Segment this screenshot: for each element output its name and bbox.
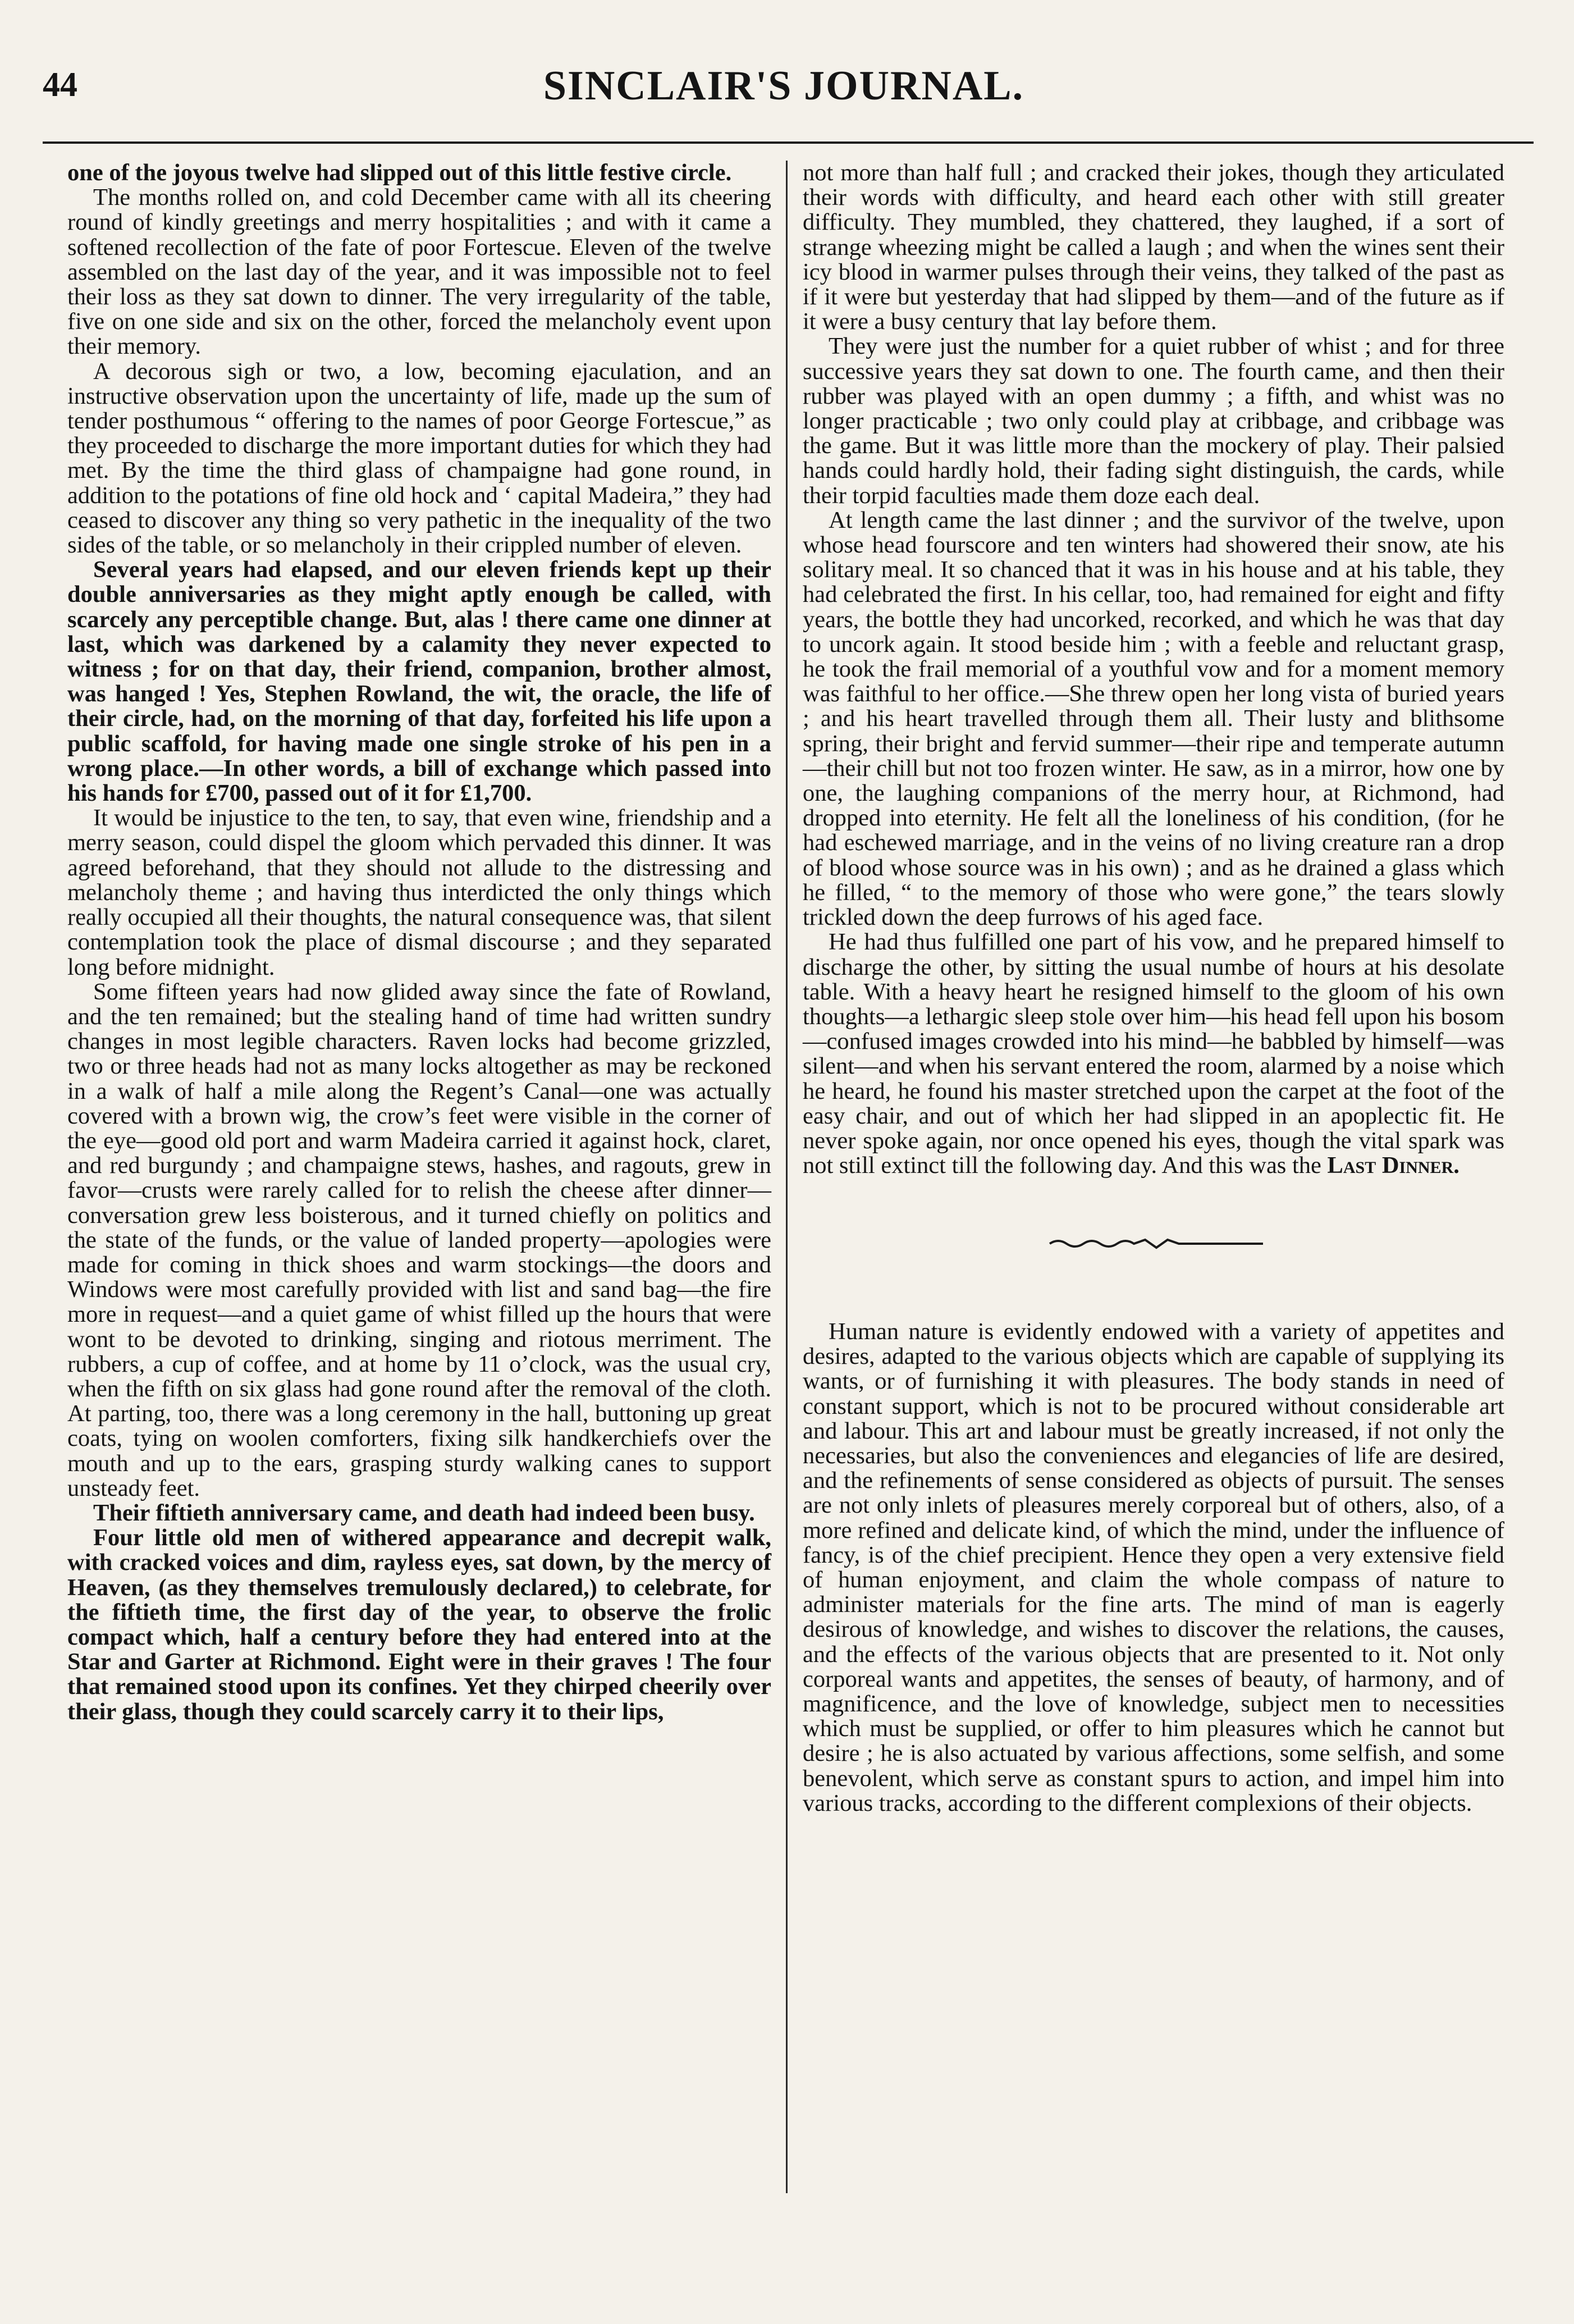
paragraph: Four little old men of withered appearance and decrepit walk, with cracked voices and dim, rayless eyes, sat down, by the mercy of Heaven, (as they themselves tremulously declared,) to celebrate, for the fiftieth time, the first day of the year, to observe the frolic compact which, half a century before they had entered into at the Star and Garter at Richmond. Eight were in their graves ! The four that remained stood upon its confines. Yet they chirped cheerily over their glass, though they could scarcely carry it to their lips,: [67, 1524, 771, 1725]
paragraph: The months rolled on, and cold December came with all its cheering round of kindly greetings and merry hospitalities ; and with it came a softened recollection of the fate of poor Fortescue. Eleven of the twelve assembled on the last day of the year, and it was impossible not to feel their loss as they sat down to dinner. The very irregularity of the table, five on one side and six on the other, forced the melancholy event upon their memory.: [67, 184, 771, 360]
column-divider: [786, 161, 788, 2193]
paragraph: It would be injustice to the ten, to say, that even wine, friendship and a merry season, could dispel the gloom which pervaded this dinner. It was agreed beforehand, that they should not allude to the distressing and melancholy theme ; and having thus interdicted the only things which really occupied all their thoughts, the natural consequence was, that silent contemplation took the place of dismal discourse ; and they separated long before midnight.: [67, 805, 771, 980]
right-column: [803, 161, 1504, 1178]
ornament-divider: [1044, 1235, 1269, 1252]
paragraph: one of the joyous twelve had slipped out of this little festive circle.: [67, 159, 732, 186]
paragraph: Their fiftieth anniversary came, and death had indeed been busy.: [93, 1499, 755, 1526]
paragraph: Human nature is evidently endowed with a variety of appetites and desires, adapted to the various objects which are capable of supplying its wants, or of furnishing it with pleasures. The body stands in need of constant support, which is not to be procured without considerable art and labour. This art and labour must be greatly increased, if not only the necessaries, but also the conveniences and elegancies of life are desired, and the refinements of sense considered as objects of pursuit. The senses are not only inlets of pleasures merely corporeal but of others, also, of a more refined and delicate kind, of which the mind, under the influence of fancy, is of the chief precipient. Hence they open a very extensive field of human enjoyment, and claim the whole compass of nature to administer materials for the fine arts. The mind of man is eagerly desirous of knowledge, and wishes to discover the relations, the causes, and the effects of the various objects that are presented to it. Not only corporeal wants and appetites, the senses of beauty, of harmony, and of magnificence, and the love of knowledge, subject men to necessities which must be supplied, or offer to him pleasures which he cannot but desire ; he is also actuated by various affections, some selfish, and some benevolent, which serve as constant spurs to action, and impel him into various tracks, according to the different complexions of their objects.: [803, 1318, 1504, 1816]
paragraph-text: He had thus fulfilled one part of his vow, and he prepared himself to discharge the other, by sitting the usual numbe of hours at his desolate table. With a heavy heart he resigned himself to the gloom of his own thoughts—a lethargic sleep stole over him—his head fell upon his bosom—confused images crowded into his mind—he babbled by himself—was silent—and when his servant entered the room, alarmed by a noise which he heard, he found his master stretched upon the carpet at the foot of the easy chair, and out of which her had slipped in an apoplectic fit. He never spoke again, nor once opened his eyes, though the vital spark was not still extinct till the following day. And this was the: [803, 929, 1504, 1179]
header-rule: [43, 141, 1534, 144]
essay-section: [803, 1319, 1504, 1816]
running-title: SINCLAIR'S JOURNAL.: [543, 63, 1024, 109]
paragraph: [803, 930, 1504, 1178]
paragraph: At length came the last dinner ; and the survivor of the twelve, upon whose head fourscore and ten winters had showered their snow, ate his solitary meal. It so chanced that it was in his house and at his table, they had celebrated the first. In his cellar, too, had remained for eight and fifty years, the bottle they had uncorked, recorked, and which he was that day to uncork again. It stood beside him ; with a feeble and reluctant grasp, he took the frail memorial of a youthful vow and for a moment memory was faithful to her office.—She threw open her long vista of buried years ; and his heart travelled through them all. Their lusty and blithsome spring, their bright and fervid summer—their ripe and temperate autumn—their chill but not too frozen winter. He saw, as in a mirror, how one by one, the laughing companions of the merry hour, at Richmond, had dropped into eternity. He felt all the loneliness of his condition, (for he had eschewed marriage, and in the veins of no living creature ran a drop of blood whose source was in his own) ; and as he drained a glass which he filled, “ to the memory of those who were gone,” the tears slowly trickled down the deep furrows of his aged face.: [803, 506, 1504, 931]
page-number: 44: [43, 66, 77, 104]
paragraph: Several years had elapsed, and our eleven friends kept up their double anniversaries as they might aptly enough be called, with scarcely any perceptible change. But, alas ! there came one dinner at last, which was darkened by a calamity they never expected to witness ; for on that day, their friend, companion, brother almost, was hanged ! Yes, Stephen Rowland, the wit, the oracle, the life of their circle, had, on the morning of that day, forfeited his life upon a public scaffold, for having made one single stroke of his pen in a wrong place.—In other words, a bill of exchange which passed into his hands for £700, passed out of it for £1,700.: [67, 556, 771, 807]
paragraph: They were just the number for a quiet rubber of whist ; and for three successive years they sat down to one. The fourth came, and then their rubber was played with an open dummy ; a fifth, and whist was no longer practicable ; two only could play at cribbage, and cribbage was the game. But it was little more than the mockery of play. Their palsied hands could hardly hold, their fading sight distinguish, the cards, while their torpid faculties made them doze each deal.: [803, 333, 1504, 509]
paragraph: not more than half full ; and cracked their jokes, though they articulated their words with difficulty, and heard each other with still greater difficulty. They mumbled, they chattered, they laughed, if a sort of strange wheezing might be called a laugh ; and when the wines sent their icy blood in warmer pulses through their veins, they talked of the past as if it were but yesterday that had slipped by them—and of the future as if it were a busy century that lay before them.: [803, 159, 1504, 335]
left-column: [67, 161, 771, 1724]
paragraph: Some fifteen years had now glided away since the fate of Rowland, and the ten remained; but the stealing hand of time had written sundry changes in most legible characters. Raven locks had become grizzled, two or three heads had not as many locks altogether as may be reckoned in a walk of half a mile along the Regent’s Canal—one was actually covered with a brown wig, the crow’s feet were visible in the corner of the eye—good old port and warm Madeira carried it against hock, claret, and red burgundy ; and champaigne stews, hashes, and ragouts, grew in favor—crusts were rarely called for to relish the cheese after dinner—conversation grew less boisterous, and it turned chiefly on politics and the state of the funds, or the value of landed property—apologies were made for coming in thick shoes and warm stockings—the doors and Windows were most carefully provided with list and sand bag—the fire more in request—and a quiet game of whist filled up the hours that were wont to be devoted to drinking, singing and riotous merriment. The rubbers, a cup of coffee, and at home by 11 o’clock, was the usual cry, when the fifth on six glass had gone round after the removal of the cloth. At parting, too, there was a long ceremony in the hall, buttoning up great coats, tying on woolen comforters, fixing silk handkerchiefs over the mouth and up to the ears, grasping sturdy walking canes to support unsteady feet.: [67, 978, 771, 1501]
paragraph: A decorous sigh or two, a low, becoming ejaculation, and an instructive observation upon the uncertainty of life, made up the sum of tender posthumous “ offering to the names of poor George Fortescue,” as they proceeded to discharge the more important duties for which they had met. By the time the third glass of champaigne had gone round, in addition to the potations of fine old hock and ‘ capital Madeira,” they had ceased to discover any thing so very pathetic in the inequality of the two sides of the table, or so melancholy in their crippled number of eleven.: [67, 358, 771, 559]
page-header: [43, 62, 1525, 113]
last-dinner-smallcaps: Last Dinner.: [1327, 1152, 1459, 1179]
